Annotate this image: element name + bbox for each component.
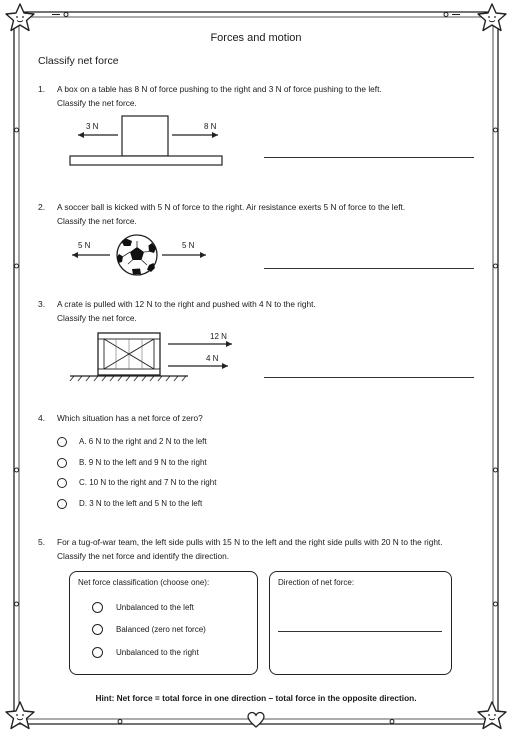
option-d-radio[interactable] — [57, 499, 67, 509]
question-2-text: A soccer ball is kicked with 5 N of force to the right. Air resistance exerts 5 N of force to the left. Classify the net force. — [57, 202, 406, 226]
classification-box — [69, 571, 258, 675]
question-1-number: 1. — [38, 84, 46, 94]
unbalanced-left-label: Unbalanced to the left — [116, 603, 194, 612]
classification-box-title: Net force classification (choose one): — [78, 578, 210, 587]
option-c-label: C. 10 N to the right and 7 N to the right — [79, 478, 217, 487]
answer-line-2[interactable] — [264, 268, 474, 269]
page-title: Forces and motion — [210, 32, 302, 44]
question-5-text: For a tug-of-war team, the left side pulls with 15 N to the left and the right side pulls with 20 N to the right. Classify the net force and identify the direction. — [57, 537, 443, 561]
heart-icon — [246, 711, 266, 729]
soccer-ball-diagram — [66, 232, 216, 278]
unbalanced-right-radio[interactable] — [92, 647, 103, 658]
right-force-label: 8 N — [204, 122, 217, 131]
option-a-label: A. 6 N to the right and 2 N to the left — [79, 437, 207, 446]
question-5-number: 5. — [38, 537, 46, 547]
left-force-label: 3 N — [86, 122, 99, 131]
box-icon — [122, 116, 168, 156]
option-a-radio[interactable] — [57, 437, 67, 447]
direction-answer-line[interactable] — [278, 631, 442, 632]
balanced-radio[interactable] — [92, 624, 103, 635]
option-d-label: D. 3 N to the left and 5 N to the left — [79, 499, 203, 508]
star-icon — [4, 2, 36, 34]
page-subtitle: Classify net force — [38, 55, 119, 67]
option-b-label: B. 9 N to the left and 9 N to the right — [79, 458, 207, 467]
answer-line-3[interactable] — [264, 377, 474, 378]
question-4-text: Which situation has a net force of zero? — [57, 413, 203, 423]
question-1-text: A box on a table has 8 N of force pushing to the right and 3 N of force pushing to the left. Classify the net force. — [57, 84, 382, 108]
crate-icon — [98, 333, 160, 375]
bottom-force-label: 4 N — [206, 354, 219, 363]
unbalanced-right-label: Unbalanced to the right — [116, 648, 199, 657]
direction-box-title: Direction of net force: — [278, 578, 355, 587]
star-icon — [476, 700, 508, 732]
top-force-label: 12 N — [210, 332, 227, 341]
table-icon — [70, 156, 222, 165]
question-2-number: 2. — [38, 202, 46, 212]
answer-line-1[interactable] — [264, 157, 474, 158]
star-icon — [4, 700, 36, 732]
question-3-number: 3. — [38, 299, 46, 309]
star-icon — [476, 2, 508, 34]
question-4-number: 4. — [38, 413, 46, 423]
balanced-label: Balanced (zero net force) — [116, 625, 206, 634]
option-c-radio[interactable] — [57, 478, 67, 488]
box-on-table-diagram — [66, 112, 228, 170]
option-b-radio[interactable] — [57, 458, 67, 468]
unbalanced-left-radio[interactable] — [92, 602, 103, 613]
right-force-label: 5 N — [182, 241, 195, 250]
soccer-ball-icon — [117, 235, 157, 275]
left-force-label: 5 N — [78, 241, 91, 250]
hint-text: Hint: Net force = total force in one direction – total force in the opposite direction. — [95, 693, 417, 703]
direction-box — [269, 571, 452, 675]
question-3-text: A crate is pulled with 12 N to the right and pushed with 4 N to the right. Classify the net force. — [57, 299, 316, 323]
